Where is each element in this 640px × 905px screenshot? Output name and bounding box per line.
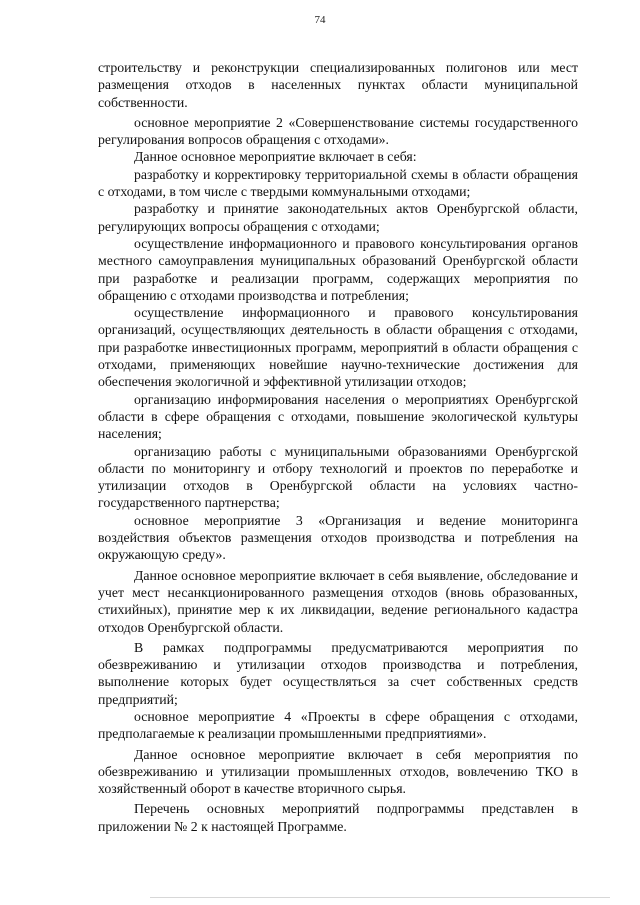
paragraph-activity-4-description: Данное основное мероприятие включает в себя мероприятия по обезвреживанию и утилизации промышленных отходов, вовлечению ТКО в хозяйственный оборот в качестве вторичного сырья.	[98, 746, 578, 797]
paragraph-activity-2-intro: Данное основное мероприятие включает в себя:	[134, 149, 417, 165]
paragraph-main-activity-3: основное мероприятие 3 «Организация и ведение мониторинга воздействия объектов размещения отходов производства и потребления на окружающую среду».	[98, 512, 578, 563]
document-body	[98, 59, 578, 835]
paragraph-continuation: строительству и реконструкции специализированных полигонов или мест размещения отходов в населенных пунктах области муниципальной собственности.	[98, 60, 578, 110]
paragraph-subprogram-measures: В рамках подпрограммы предусматриваются мероприятия по обезвреживанию и утилизации отходов производства и потребления, выполнение которых будет осуществляться за счет собственных средств предприятий;	[98, 639, 578, 707]
paragraph-municipal-work: организацию работы с муниципальными образованиями Оренбургской области по мониторингу и отбору технологий и проектов по переработке и утилизации отходов в Оренбургской области на условиях частно-государственного партнерства;	[98, 443, 578, 511]
paragraph-consulting-organizations: осуществление информационного и правового консультирования организаций, осуществляющих деятельность в области обращения с отходами, при разработке инвестиционных программ, мероприятий в области обращения с отходами, применяющих новейшие научно-технические достижения для обеспечения экологичной и эффективной утилизации отходов;	[98, 305, 578, 390]
paragraph-consulting-municipal: осуществление информационного и правового консультирования органов местного самоуправления муниципальных образований Оренбургской области при разработке и реализации программ, содержащих мероприятия по обращению с отходами производства и потребления;	[98, 235, 578, 303]
paragraph-territorial-scheme: разработку и корректировку территориальной схемы в области обращения с отходами, в том числе с твердыми коммунальными отходами;	[98, 166, 578, 200]
paragraph-main-activity-2: основное мероприятие 2 «Совершенствование системы государственного регулирования вопросов обращения с отходами».	[98, 114, 578, 148]
paragraph-legislative-acts: разработку и принятие законодательных актов Оренбургской области, регулирующих вопросы обращения с отходами;	[98, 201, 578, 234]
paragraph-activity-3-description: Данное основное мероприятие включает в себя выявление, обследование и учет мест несанкционированного размещения отходов (вновь образованных, стихийных), принятие мер к их ликвидации, ведение регионального кадастра отходов Оренбургской области.	[98, 567, 578, 635]
paragraph-main-activity-4: основное мероприятие 4 «Проекты в сфере обращения с отходами, предполагаемые к реализации промышленными предприятиями».	[98, 708, 578, 742]
paragraph-public-information: организацию информирования населения о мероприятиях Оренбургской области в сфере обращения с отходами, повышение экологической культуры населения;	[98, 391, 578, 442]
paragraph-appendix-reference: Перечень основных мероприятий подпрограммы представлен в приложении № 2 к настоящей Программе.	[98, 801, 578, 834]
page-number: 74	[314, 14, 326, 26]
scan-artifact-line	[150, 897, 610, 898]
